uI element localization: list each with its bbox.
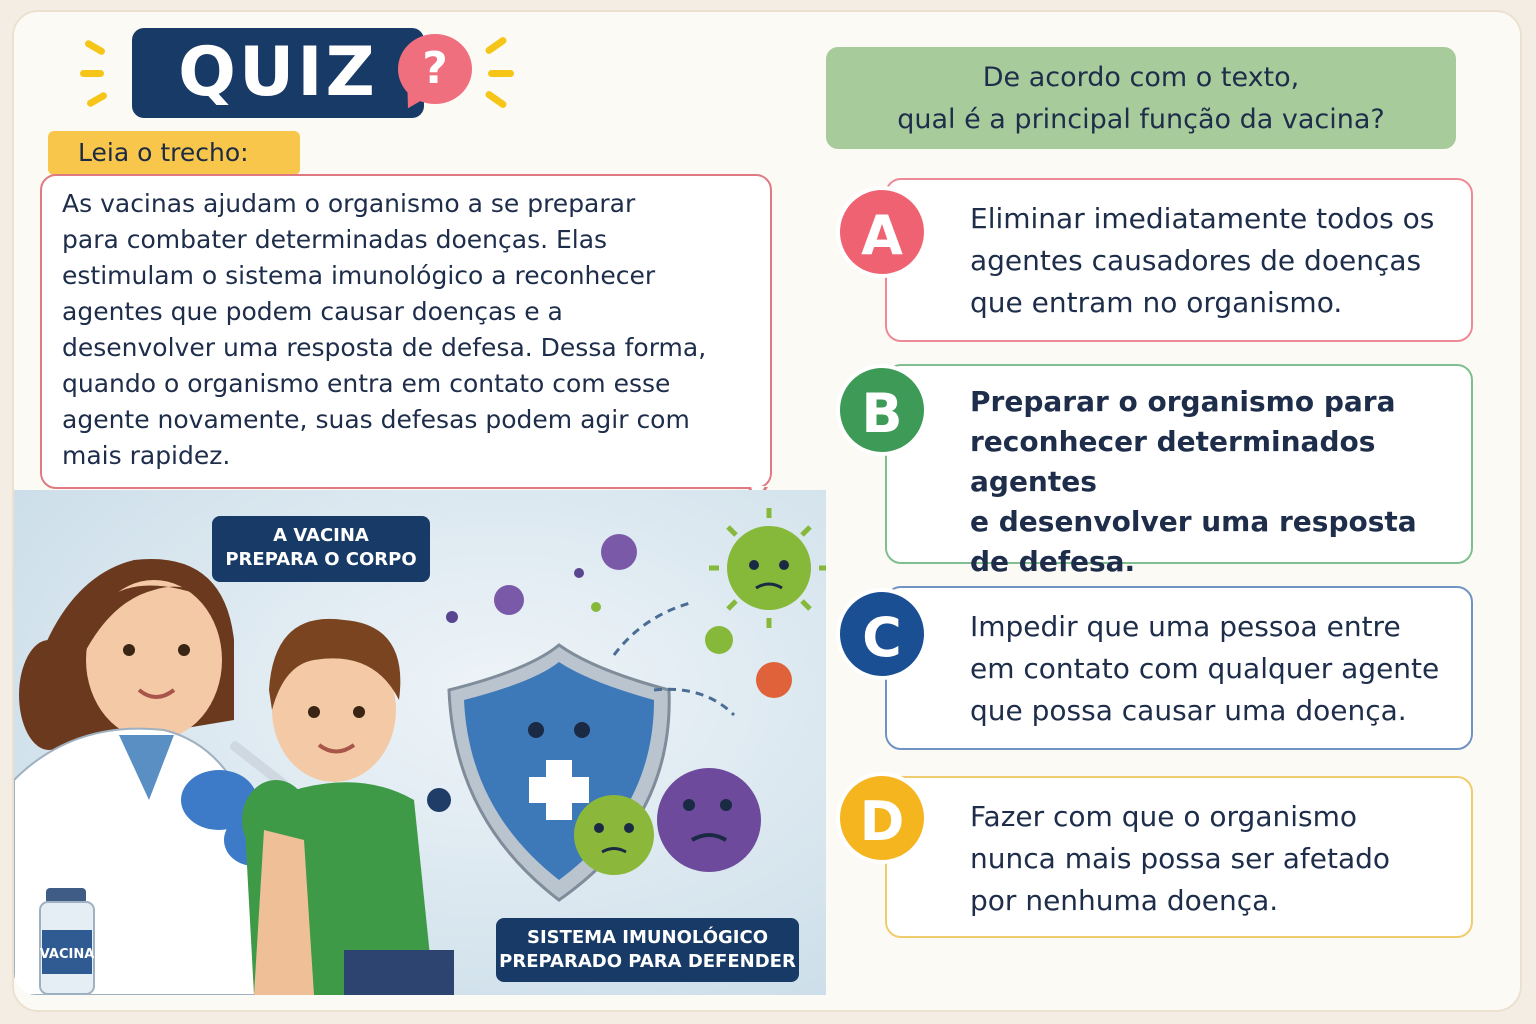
option-line: e desenvolver uma resposta bbox=[970, 505, 1417, 538]
purple-germ-character bbox=[657, 768, 761, 872]
option-line: agentes causadores de doenças bbox=[970, 244, 1422, 277]
option-line: por nenhuma doença. bbox=[970, 884, 1279, 917]
option-a-text[interactable] bbox=[970, 198, 1470, 324]
option-c-badge[interactable]: C bbox=[836, 588, 928, 680]
option-a-badge[interactable]: A bbox=[836, 186, 928, 278]
question-line: qual é a principal função da vacina? bbox=[897, 104, 1385, 135]
quiz-title: QUIZ bbox=[132, 28, 424, 118]
tag-line: PREPARADO PARA DEFENDER bbox=[499, 951, 796, 972]
passage-line: desenvolver uma resposta de defesa. Dessa forma, bbox=[62, 333, 707, 362]
passage-text bbox=[62, 186, 762, 474]
option-b-text[interactable] bbox=[970, 382, 1470, 582]
passage-line: quando o organismo entra em contato com esse bbox=[62, 369, 671, 398]
option-line: em contato com qualquer agente bbox=[970, 652, 1440, 685]
tag-line: A VACINA bbox=[273, 525, 369, 546]
small-dot bbox=[591, 602, 601, 612]
green-germ-character bbox=[574, 795, 654, 875]
option-line: Preparar o organismo para bbox=[970, 385, 1396, 418]
option-line: de defesa. bbox=[970, 545, 1136, 578]
option-d-badge[interactable]: D bbox=[836, 772, 928, 864]
option-line: que possa causar uma doença. bbox=[970, 694, 1407, 727]
option-line: Eliminar imediatamente todos os bbox=[970, 202, 1435, 235]
option-line: Fazer com que o organismo bbox=[970, 800, 1358, 833]
option-d-text[interactable] bbox=[970, 796, 1470, 922]
tag-line: SISTEMA IMUNOLÓGICO bbox=[526, 927, 768, 948]
small-dot bbox=[446, 611, 458, 623]
option-b-badge[interactable]: B bbox=[836, 364, 928, 456]
option-line: Impedir que uma pessoa entre bbox=[970, 610, 1401, 643]
small-virus bbox=[756, 662, 792, 698]
read-passage-label: Leia o trecho: bbox=[48, 131, 300, 175]
vaccine-vial bbox=[40, 888, 95, 994]
question-mark-icon: ? bbox=[398, 34, 472, 104]
passage-line: mais rapidez. bbox=[62, 441, 231, 470]
small-virus bbox=[705, 626, 733, 654]
passage-line: agente novamente, suas defesas podem agir com bbox=[62, 405, 690, 434]
sparkle-ray bbox=[488, 70, 514, 77]
option-line: nunca mais possa ser afetado bbox=[970, 842, 1391, 875]
vaccination-illustration bbox=[14, 490, 826, 995]
passage-line: agentes que podem causar doenças e a bbox=[62, 297, 563, 326]
passage-line: As vacinas ajudam o organismo a se preparar bbox=[62, 189, 636, 218]
small-dot bbox=[574, 568, 584, 578]
option-line: reconhecer determinados agentes bbox=[970, 425, 1376, 498]
small-virus bbox=[494, 585, 524, 615]
vial-label: VACINA bbox=[39, 947, 95, 962]
option-c-text[interactable] bbox=[970, 606, 1470, 732]
sparkle-ray bbox=[80, 70, 104, 77]
option-line: que entram no organismo. bbox=[970, 286, 1343, 319]
vaccine-prepares-tag bbox=[212, 516, 430, 582]
passage-line: para combater determinadas doenças. Elas bbox=[62, 225, 608, 254]
tag-line: PREPARA O CORPO bbox=[225, 549, 417, 570]
question-prompt bbox=[826, 47, 1456, 149]
question-line: De acordo com o texto, bbox=[982, 62, 1300, 93]
passage-line: estimulam o sistema imunológico a reconhecer bbox=[62, 261, 656, 290]
small-virus bbox=[601, 534, 637, 570]
immune-system-tag bbox=[496, 918, 799, 982]
